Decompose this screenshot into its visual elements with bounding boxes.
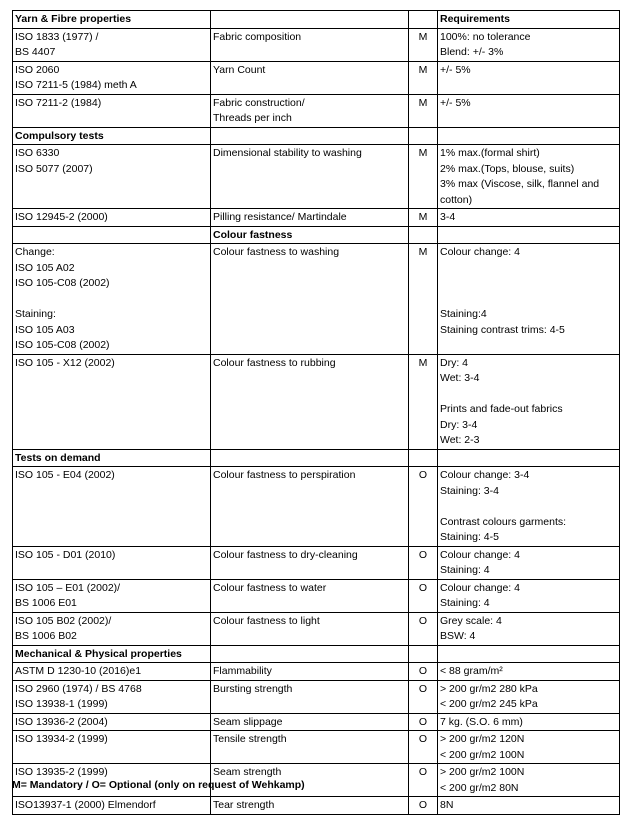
property-cell: Fabric construction/ Threads per inch bbox=[211, 94, 409, 127]
property-cell bbox=[211, 127, 409, 145]
test-method-cell: Change: ISO 105 A02 ISO 105-C08 (2002) Staining: ISO 105 A03 ISO 105-C08 (2002) bbox=[13, 244, 211, 355]
table-row bbox=[13, 731, 620, 764]
section-header-row bbox=[13, 645, 620, 663]
requirement-cell bbox=[438, 226, 620, 244]
type-cell: O bbox=[409, 579, 438, 612]
type-cell: M bbox=[409, 244, 438, 355]
property-cell: Pilling resistance/ Martindale bbox=[211, 209, 409, 227]
test-method-cell: ISO 105 B02 (2002)/ BS 1006 B02 bbox=[13, 612, 211, 645]
requirement-cell: Dry: 4 Wet: 3-4 Prints and fade-out fabrics Dry: 3-4 Wet: 2-3 bbox=[438, 354, 620, 449]
type-cell: M bbox=[409, 209, 438, 227]
type-cell: O bbox=[409, 663, 438, 681]
test-method-cell: Tests on demand bbox=[13, 449, 211, 467]
test-method-cell: Compulsory tests bbox=[13, 127, 211, 145]
type-cell: O bbox=[409, 680, 438, 713]
test-method-cell: ISO 2060 ISO 7211-5 (1984) meth A bbox=[13, 61, 211, 94]
section-header-row bbox=[13, 11, 620, 29]
test-method-cell: ISO 105 - D01 (2010) bbox=[13, 546, 211, 579]
test-method-cell: Yarn & Fibre properties bbox=[13, 11, 211, 29]
table-row bbox=[13, 546, 620, 579]
type-cell: M bbox=[409, 354, 438, 449]
requirement-cell bbox=[438, 645, 620, 663]
property-cell: Colour fastness to water bbox=[211, 579, 409, 612]
table-row bbox=[13, 94, 620, 127]
property-cell: Colour fastness to light bbox=[211, 612, 409, 645]
requirement-cell: 8N bbox=[438, 797, 620, 815]
requirement-cell: 1% max.(formal shirt) 2% max.(Tops, blouse, suits) 3% max (Viscose, silk, flannel and cotton) bbox=[438, 145, 620, 209]
test-method-cell: ISO 105 – E01 (2002)/ BS 1006 E01 bbox=[13, 579, 211, 612]
requirement-cell: > 200 gr/m2 280 kPa < 200 gr/m2 245 kPa bbox=[438, 680, 620, 713]
requirement-cell: 100%: no tolerance Blend: +/- 3% bbox=[438, 28, 620, 61]
requirement-cell: +/- 5% bbox=[438, 94, 620, 127]
requirement-cell: Colour change: 4 Staining:4 Staining contrast trims: 4-5 bbox=[438, 244, 620, 355]
type-cell bbox=[409, 645, 438, 663]
property-cell: Yarn Count bbox=[211, 61, 409, 94]
table-row bbox=[13, 244, 620, 355]
requirement-cell: < 88 gram/m² bbox=[438, 663, 620, 681]
requirement-cell: > 200 gr/m2 100N < 200 gr/m2 80N bbox=[438, 764, 620, 797]
requirement-cell: 3-4 bbox=[438, 209, 620, 227]
property-cell: Dimensional stability to washing bbox=[211, 145, 409, 209]
type-cell: O bbox=[409, 467, 438, 547]
property-cell: Colour fastness to washing bbox=[211, 244, 409, 355]
section-header-row bbox=[13, 226, 620, 244]
type-cell: O bbox=[409, 797, 438, 815]
property-cell bbox=[211, 11, 409, 29]
test-method-cell: ISO 1833 (1977) / BS 4407 bbox=[13, 28, 211, 61]
property-cell: Flammability bbox=[211, 663, 409, 681]
type-cell: M bbox=[409, 28, 438, 61]
type-cell: M bbox=[409, 145, 438, 209]
table-row bbox=[13, 61, 620, 94]
table-row bbox=[13, 145, 620, 209]
footnote: M= Mandatory / O= Optional (only on request of Wehkamp) bbox=[12, 779, 305, 791]
table-row bbox=[13, 663, 620, 681]
test-method-cell: ISO 105 - E04 (2002) bbox=[13, 467, 211, 547]
property-cell: Colour fastness to rubbing bbox=[211, 354, 409, 449]
test-method-cell: ISO13937-1 (2000) Elmendorf bbox=[13, 797, 211, 815]
table-row bbox=[13, 28, 620, 61]
test-method-cell: ISO 13935-2 (1999) bbox=[13, 764, 211, 797]
requirement-cell: Requirements bbox=[438, 11, 620, 29]
table-row bbox=[13, 209, 620, 227]
property-cell: Tensile strength bbox=[211, 731, 409, 764]
property-cell: Seam strength bbox=[211, 764, 409, 797]
table-row bbox=[13, 680, 620, 713]
type-cell: O bbox=[409, 546, 438, 579]
type-cell: O bbox=[409, 764, 438, 797]
requirement-cell: 7 kg. (S.O. 6 mm) bbox=[438, 713, 620, 731]
requirement-cell: Colour change: 3-4 Staining: 3-4 Contrast colours garments: Staining: 4-5 bbox=[438, 467, 620, 547]
test-method-cell: Mechanical & Physical properties bbox=[13, 645, 211, 663]
requirement-cell: Colour change: 4 Staining: 4 bbox=[438, 546, 620, 579]
requirement-cell: > 200 gr/m2 120N < 200 gr/m2 100N bbox=[438, 731, 620, 764]
test-method-cell: ISO 7211-2 (1984) bbox=[13, 94, 211, 127]
test-method-cell: ISO 2960 (1974) / BS 4768 ISO 13938-1 (1999) bbox=[13, 680, 211, 713]
type-cell bbox=[409, 449, 438, 467]
property-cell: Bursting strength bbox=[211, 680, 409, 713]
requirement-cell: Colour change: 4 Staining: 4 bbox=[438, 579, 620, 612]
table-row bbox=[13, 713, 620, 731]
type-cell: O bbox=[409, 731, 438, 764]
requirement-cell: Grey scale: 4 BSW: 4 bbox=[438, 612, 620, 645]
test-method-cell: ISO 13934-2 (1999) bbox=[13, 731, 211, 764]
type-cell bbox=[409, 226, 438, 244]
requirements-table bbox=[12, 10, 620, 815]
type-cell bbox=[409, 11, 438, 29]
type-cell: M bbox=[409, 61, 438, 94]
table-row bbox=[13, 354, 620, 449]
property-cell: Seam slippage bbox=[211, 713, 409, 731]
requirement-cell bbox=[438, 449, 620, 467]
table-row bbox=[13, 467, 620, 547]
section-header-row bbox=[13, 449, 620, 467]
property-cell bbox=[211, 645, 409, 663]
property-cell: Colour fastness to dry-cleaning bbox=[211, 546, 409, 579]
test-method-cell bbox=[13, 226, 211, 244]
property-cell: Colour fastness bbox=[211, 226, 409, 244]
test-method-cell: ISO 12945-2 (2000) bbox=[13, 209, 211, 227]
table-row bbox=[13, 579, 620, 612]
table-row bbox=[13, 797, 620, 815]
test-method-cell: ISO 105 - X12 (2002) bbox=[13, 354, 211, 449]
property-cell: Tear strength bbox=[211, 797, 409, 815]
table-row bbox=[13, 612, 620, 645]
test-method-cell: ISO 13936-2 (2004) bbox=[13, 713, 211, 731]
requirement-cell: +/- 5% bbox=[438, 61, 620, 94]
type-cell: O bbox=[409, 612, 438, 645]
type-cell: M bbox=[409, 94, 438, 127]
test-method-cell: ISO 6330 ISO 5077 (2007) bbox=[13, 145, 211, 209]
property-cell bbox=[211, 449, 409, 467]
section-header-row bbox=[13, 127, 620, 145]
type-cell bbox=[409, 127, 438, 145]
test-method-cell: ASTM D 1230-10 (2016)e1 bbox=[13, 663, 211, 681]
requirement-cell bbox=[438, 127, 620, 145]
type-cell: O bbox=[409, 713, 438, 731]
property-cell: Colour fastness to perspiration bbox=[211, 467, 409, 547]
property-cell: Fabric composition bbox=[211, 28, 409, 61]
